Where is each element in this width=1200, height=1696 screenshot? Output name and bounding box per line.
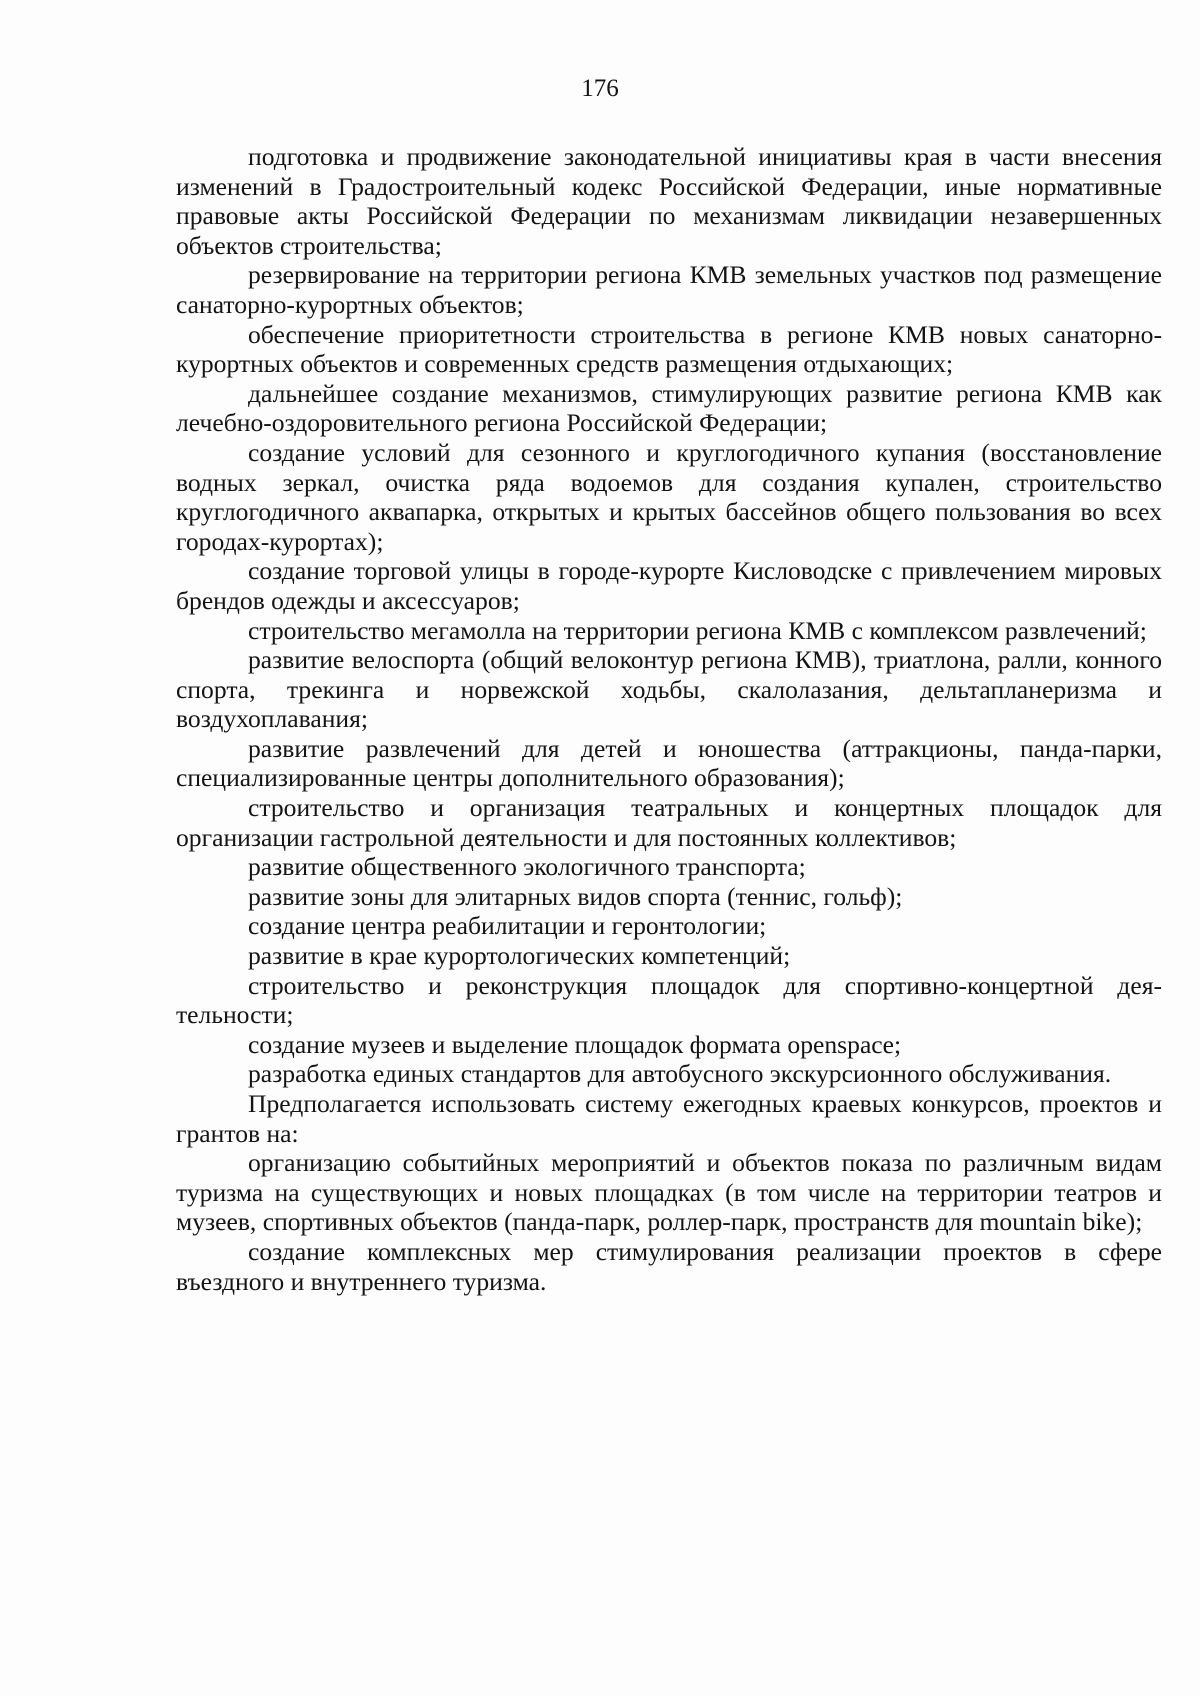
page-number: 176: [581, 75, 619, 102]
paragraph: создание комплексных мер стимулирования реализации проектов в сфере въездного и внутреннего туризма.: [176, 1236, 1162, 1296]
paragraph: строительство мегамолла на территории региона КМВ с комплексом развлечений;: [248, 615, 1147, 645]
paragraph: Предполагается использовать систему ежегодных краевых конкурсов, проектов и грантов на:: [176, 1089, 1162, 1148]
paragraph: подготовка и продвижение законодательной инициативы края в части внесения изменений в Градостроительный кодекс Российской Федерации, иные нормативные правовые акты Российской Федерации по механизмам ликвидации незавершенных объектов строительства;: [176, 142, 1162, 260]
paragraph: создание торговой улицы в городе-курорте Кисловодске с привлечением мировых брендов одежды и аксессуаров;: [176, 556, 1162, 615]
document-body: [176, 142, 1162, 1296]
paragraph: развитие зоны для элитарных видов спорта (теннис, гольф);: [248, 881, 903, 911]
paragraph: разработка единых стандартов для автобусного экскурсионного обслуживания.: [248, 1059, 1112, 1089]
paragraph: развитие развлечений для детей и юношества (аттракционы, панда-парки, специализированные центры дополнительного образования);: [176, 733, 1162, 793]
paragraph: организацию событийных мероприятий и объектов показа по различным видам туризма на существующих и новых площадках (в том числе на территории театров и музеев, спортивных объектов (панда-парк, роллер-парк, пространств для mountain bike);: [176, 1148, 1162, 1237]
paragraph: строительство и организация театральных и концертных площадок для организации гастрольной деятельности и для постоянных коллективов;: [176, 793, 1162, 852]
paragraph: обеспечение приоритетности строительства в регионе КМВ новых санаторно-курортных объектов и современных средств размещения отдыхающих;: [176, 319, 1162, 379]
paragraph: создание условий для сезонного и круглогодичного купания (восстановление водных зеркал, очистка ряда водоемов для создания купален, строительство круглогодичного аквапарка, открытых и крытых бассейнов общего пользования во всех городах-курортах);: [176, 437, 1162, 556]
paragraph: дальнейшее создание механизмов, стимулирующих развитие региона КМВ как лечебно-оздоровительного региона Российской Федерации;: [176, 378, 1162, 438]
paragraph: строительство и реконструкция площадок для спортивно-концертной деятельности;: [176, 970, 1162, 1030]
paragraph: развитие велоспорта (общий велоконтур региона КМВ), триатлона, ралли, конного спорта, трекинга и норвежской ходьбы, скалолазания, дельтапланеризма и воздухоплавания;: [176, 645, 1162, 734]
paragraph: создание музеев и выделение площадок формата openspace;: [248, 1029, 902, 1059]
paragraph: резервирование на территории региона КМВ земельных участков под размещение санаторно-курортных объектов;: [176, 260, 1162, 319]
paragraph: развитие в крае курортологических компетенций;: [248, 941, 791, 971]
paragraph: развитие общественного экологичного транспорта;: [248, 852, 806, 882]
paragraph: создание центра реабилитации и геронтологии;: [248, 911, 767, 941]
